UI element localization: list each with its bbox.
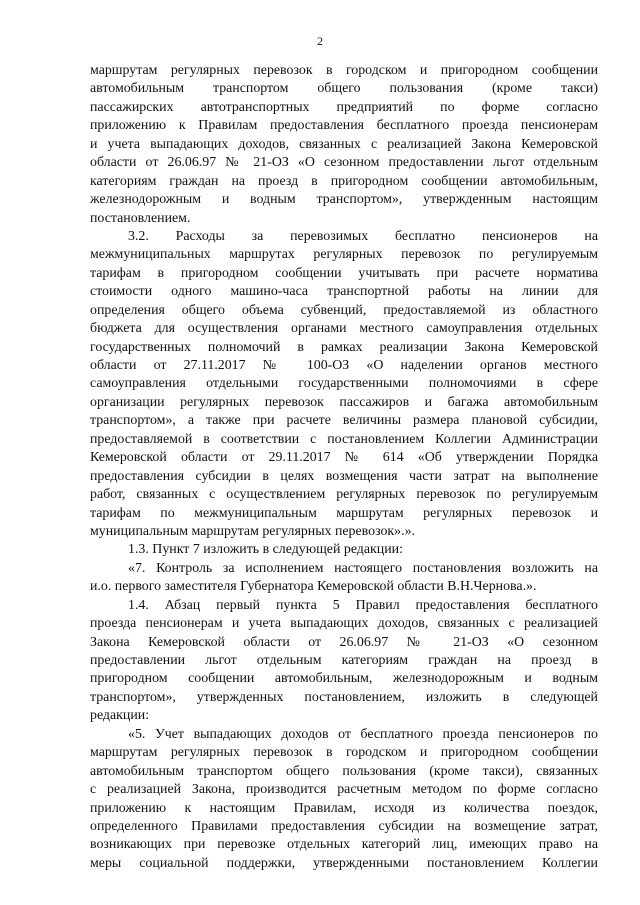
- text-line: бюджета для осуществления органами местного самоуправления отдельных: [90, 321, 598, 337]
- page-number: 2: [317, 34, 323, 48]
- text-line: 3.2. Расходы за перевозимых бесплатно пенсионеров на: [128, 228, 598, 244]
- text-line: категориям граждан на проезд в пригородном сообщении автомобильным,: [90, 173, 598, 189]
- text-line: «7. Контроль за исполнением настоящего постановления возложить на: [128, 560, 598, 576]
- text-line: пригородном сообщении автомобильным, железнодорожным и водным: [90, 671, 598, 687]
- text-line: приложению к Правилам предоставления бесплатного проезда пенсионерам: [90, 118, 598, 134]
- text-line: тарифам по межмуниципальным маршрутам регулярных перевозок и: [90, 505, 598, 521]
- text-line: Кемеровской области от 29.11.2017 № 614 «Об утверждении Порядка: [90, 450, 598, 466]
- text-line: организации регулярных перевозок пассажиров и багажа автомобильным: [90, 394, 598, 410]
- text-line: 1.3. Пункт 7 изложить в следующей редакции:: [128, 542, 403, 558]
- text-line: с реализацией Закона, производится расчетным методом по форме согласно: [90, 782, 598, 798]
- text-line: приложению к настоящим Правилам, исходя из количества поездок,: [90, 800, 598, 816]
- text-line: автомобильным транспортом общего пользования (кроме такси): [90, 81, 598, 97]
- text-line: предоставлении льгот отдельным категориям граждан на проезд в: [90, 653, 598, 668]
- text-line: предоставления субсидии в целях возмещения части затрат на выполнение: [90, 468, 598, 484]
- text-line: меры социальной поддержки, утвержденными постановлением Коллегии: [90, 855, 598, 871]
- text-line: маршрутам регулярных перевозок в городском и пригородном сообщении: [90, 745, 598, 761]
- text-line: и учета выпадающих доходов, связанных с реализацией Закона Кемеровской: [90, 136, 598, 152]
- text-line: самоуправления отдельными государственными полномочиями в сфере: [90, 376, 598, 392]
- text-line: работ, связанных с осуществлением регулярных перевозок по регулируемым: [90, 487, 598, 503]
- text-line: маршрутам регулярных перевозок в городском и пригородном сообщении: [90, 63, 598, 78]
- text-line: транспортом», утвержденных постановлением, изложить в следующей: [90, 689, 598, 705]
- text-line: «5. Учет выпадающих доходов от бесплатного проезда пенсионеров по: [128, 726, 598, 742]
- text-line: определения общего объема субвенций, предоставляемой из областного: [90, 302, 598, 318]
- text-line: железнодорожным и водным транспортом», утвержденным настоящим: [90, 192, 598, 208]
- text-line: Закона Кемеровской области от 26.06.97 № 21-ОЗ «О сезонном: [90, 634, 598, 650]
- text-line: государственных полномочий в рамках реализации Закона Кемеровской: [90, 339, 598, 355]
- text-line: муниципальным маршрутам регулярных перевозок».».: [90, 523, 416, 539]
- text-line: возникающих при перевозке отдельных категорий лиц, имеющих право на: [90, 837, 598, 853]
- text-line: проезда пенсионерам и учета выпадающих доходов, связанных с реализацией: [90, 616, 598, 632]
- document-text: [90, 62, 598, 873]
- text-line: стоимости одного машино-часа транспортной работы на линии для: [90, 284, 598, 300]
- text-line: тарифам в пригородном сообщении учитывать при расчете норматива: [90, 265, 598, 281]
- text-line: 1.4. Абзац первый пункта 5 Правил предоставления бесплатного: [128, 597, 598, 613]
- text-line: межмуниципальных маршрутах регулярных перевозок по регулируемым: [90, 247, 598, 263]
- text-line: постановлением.: [90, 210, 191, 226]
- text-line: автомобильным транспортом общего пользования (кроме такси), связанных: [90, 763, 598, 779]
- text-line: транспортом», а также при расчете величины размера плановой субсидии,: [90, 413, 598, 429]
- text-line: области от 27.11.2017 № 100-ОЗ «О наделении органов местного: [90, 358, 598, 373]
- text-line: редакции:: [90, 708, 150, 724]
- text-line: пассажирских автотранспортных предприятий по форме согласно: [90, 99, 598, 115]
- text-line: и.о. первого заместителя Губернатора Кемеровской области В.Н.Чернова.».: [90, 579, 537, 595]
- text-line: предоставляемой в соответствии с постановлением Коллегии Администрации: [90, 431, 598, 447]
- text-line: области от 26.06.97 № 21-ОЗ «О сезонном предоставлении льгот отдельным: [90, 155, 598, 171]
- text-line: определенного Правилами предоставления субсидии на возмещение затрат,: [90, 818, 598, 834]
